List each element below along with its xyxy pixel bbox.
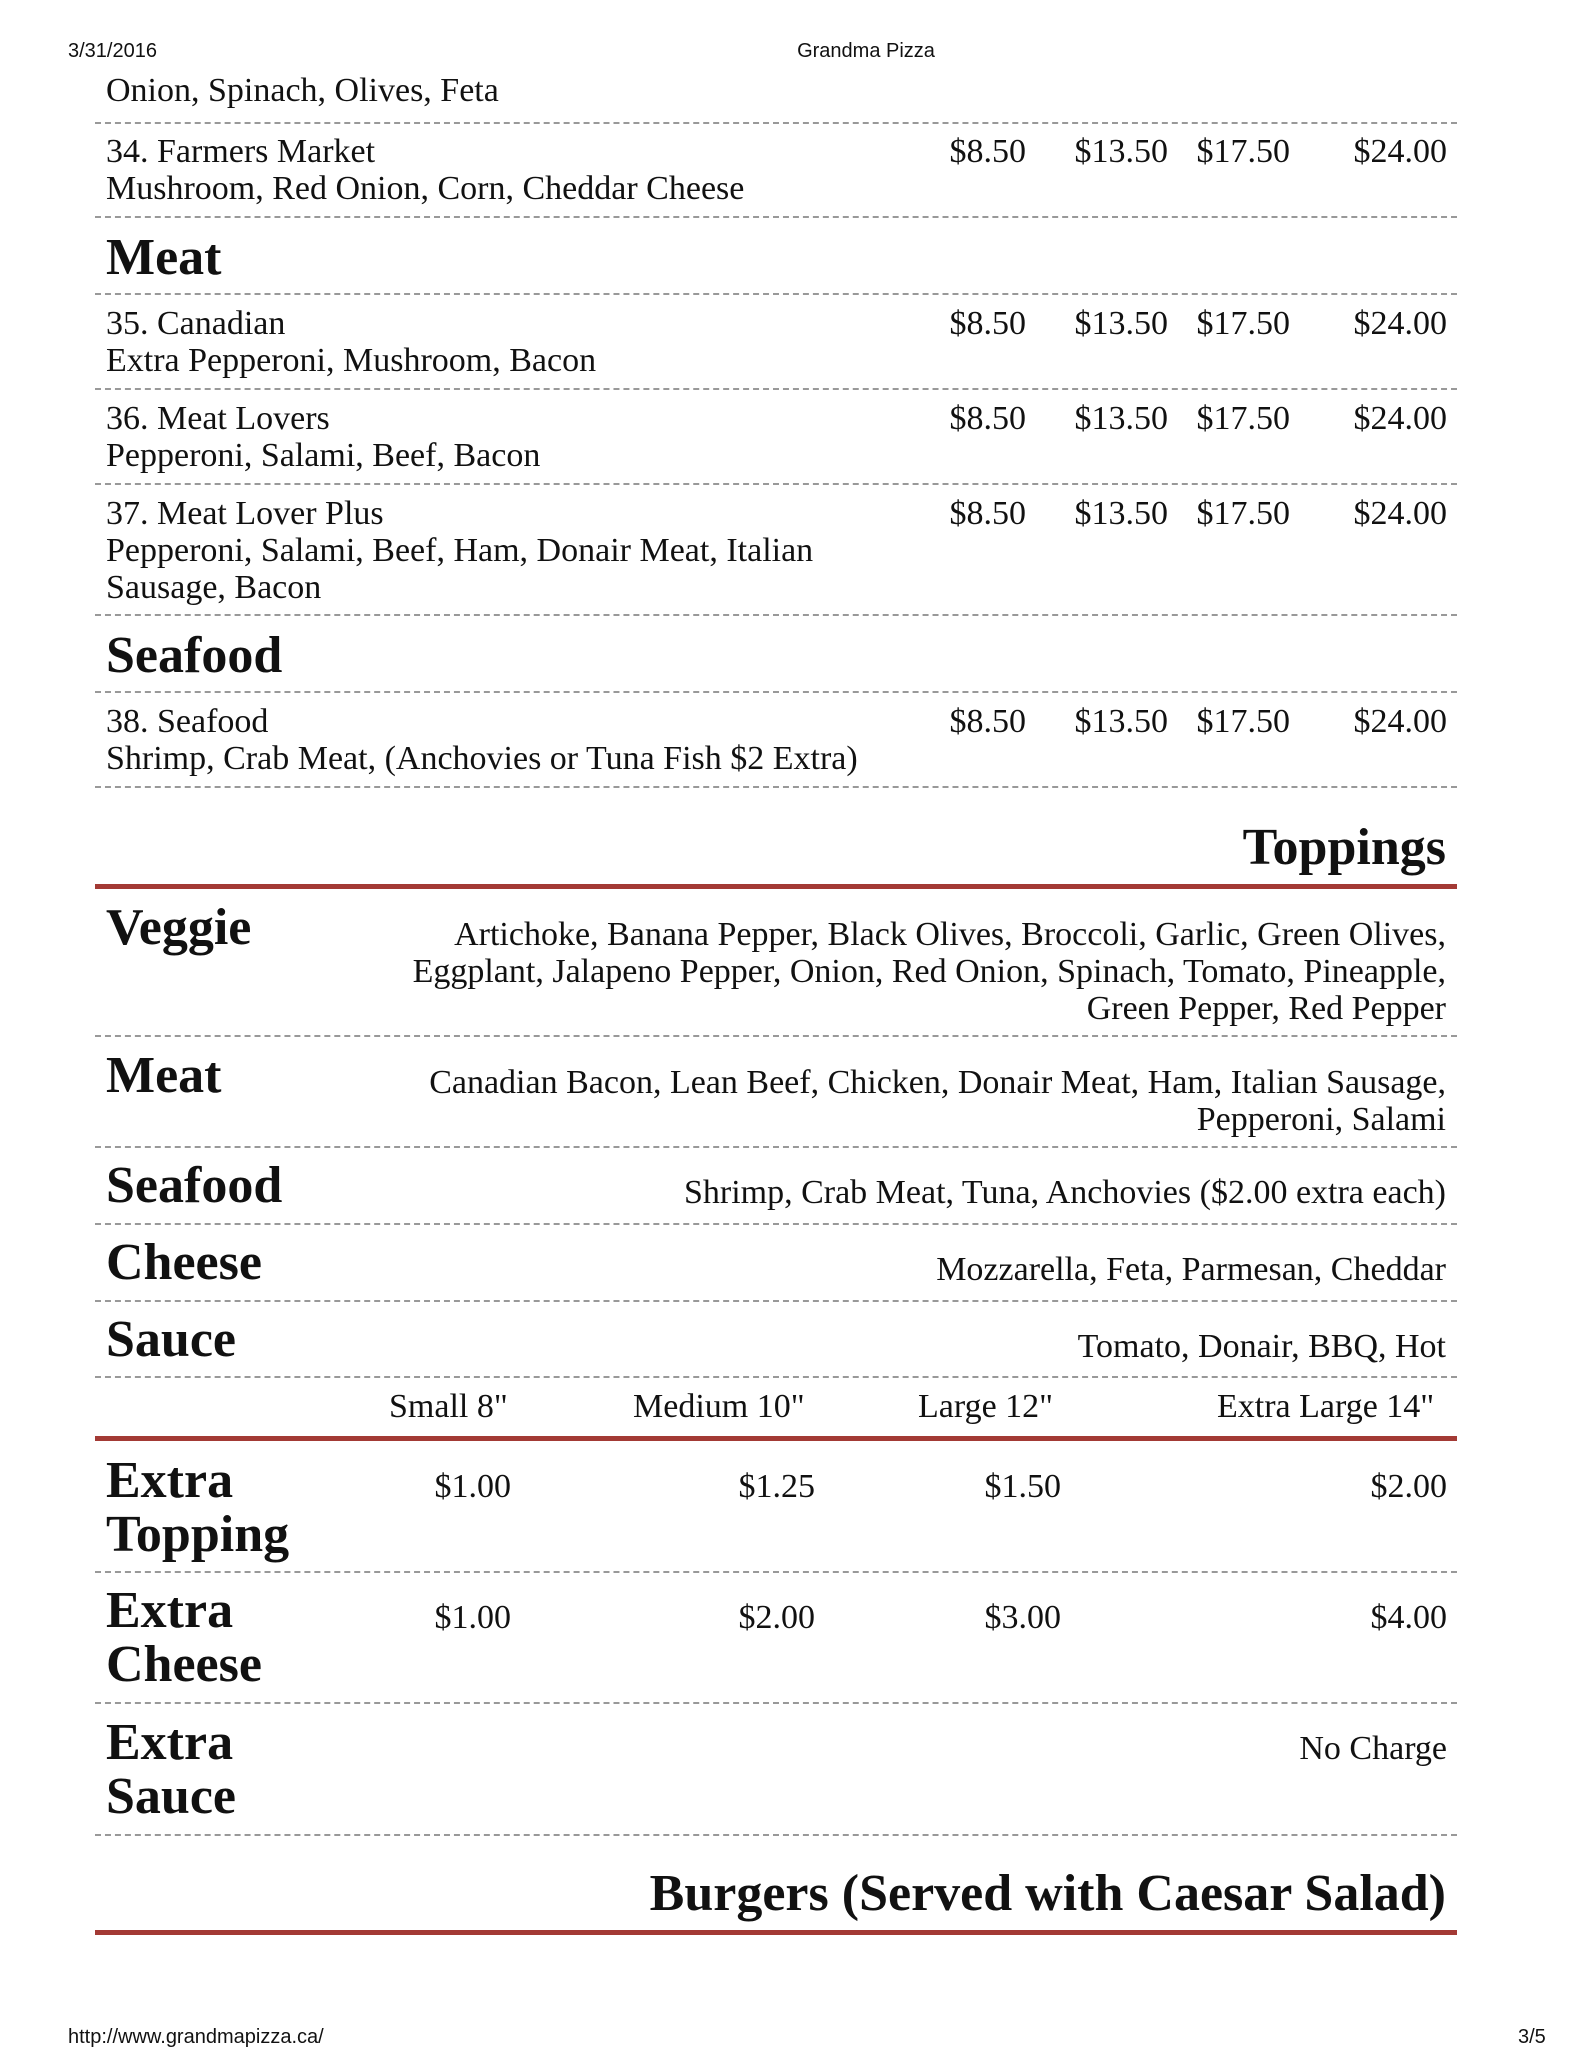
topping-list: Eggplant, Jalapeno Pepper, Onion, Red Onion, Spinach, Tomato, Pineapple, <box>412 953 1446 990</box>
menu-item-name: 37. Meat Lover Plus <box>106 495 384 532</box>
extra-price-small: $1.00 <box>434 1468 511 1505</box>
price-small: $8.50 <box>949 305 1026 342</box>
size-header-medium: Medium 10" <box>633 1388 805 1425</box>
divider <box>95 1702 1457 1704</box>
price-small: $8.50 <box>949 400 1026 437</box>
price-large: $17.50 <box>1196 133 1290 170</box>
topping-list: Green Pepper, Red Pepper <box>1086 990 1446 1027</box>
topping-category-cheese: Cheese <box>106 1234 262 1291</box>
price-medium: $13.50 <box>1074 400 1168 437</box>
menu-item-name: 36. Meat Lovers <box>106 400 330 437</box>
extra-sauce-label: Sauce <box>106 1768 236 1825</box>
extra-sauce-label: Extra <box>106 1714 234 1771</box>
menu-item-description: Mushroom, Red Onion, Corn, Cheddar Cheese <box>106 170 745 207</box>
size-header-extra-large: Extra Large 14" <box>1217 1388 1435 1425</box>
divider <box>95 483 1457 485</box>
topping-list: Artichoke, Banana Pepper, Black Olives, Broccoli, Garlic, Green Olives, <box>454 916 1446 953</box>
extra-price-extra-large: $4.00 <box>1370 1599 1447 1636</box>
section-heading-seafood: Seafood <box>106 627 283 684</box>
divider <box>95 1300 1457 1302</box>
menu-item-name: 35. Canadian <box>106 305 286 342</box>
topping-list: Canadian Bacon, Lean Beef, Chicken, Donair Meat, Ham, Italian Sausage, <box>429 1064 1446 1101</box>
red-rule <box>95 1930 1457 1935</box>
menu-item-description: Extra Pepperoni, Mushroom, Bacon <box>106 342 597 379</box>
extra-price-large: $3.00 <box>984 1599 1061 1636</box>
divider <box>95 1035 1457 1037</box>
divider <box>95 614 1457 616</box>
menu-item-description: Sausage, Bacon <box>106 569 322 606</box>
price-large: $17.50 <box>1196 400 1290 437</box>
size-header-large: Large 12" <box>918 1388 1054 1425</box>
extra-price-large: $1.50 <box>984 1468 1061 1505</box>
divider <box>95 1571 1457 1573</box>
continued-description: Onion, Spinach, Olives, Feta <box>106 72 499 109</box>
toppings-heading: Toppings <box>1242 819 1446 876</box>
divider <box>95 122 1457 124</box>
divider <box>95 293 1457 295</box>
divider <box>95 786 1457 788</box>
divider <box>95 1376 1457 1378</box>
price-extra-large: $24.00 <box>1353 400 1447 437</box>
price-extra-large: $24.00 <box>1353 495 1447 532</box>
topping-list: Tomato, Donair, BBQ, Hot <box>1077 1328 1446 1365</box>
divider <box>95 216 1457 218</box>
size-header-small: Small 8" <box>389 1388 508 1425</box>
price-large: $17.50 <box>1196 495 1290 532</box>
price-medium: $13.50 <box>1074 703 1168 740</box>
divider <box>95 1834 1457 1836</box>
divider <box>95 1223 1457 1225</box>
price-small: $8.50 <box>949 495 1026 532</box>
topping-category-veggie: Veggie <box>106 899 252 956</box>
price-small: $8.50 <box>949 133 1026 170</box>
extra-topping-label: Extra <box>106 1452 234 1509</box>
menu-item-description: Pepperoni, Salami, Beef, Bacon <box>106 437 541 474</box>
page-title: Grandma Pizza <box>797 40 935 62</box>
footer-url[interactable]: http://www.grandmapizza.ca/ <box>68 2026 324 2048</box>
topping-category-seafood: Seafood <box>106 1157 283 1214</box>
price-medium: $13.50 <box>1074 495 1168 532</box>
menu-item-description: Shrimp, Crab Meat, (Anchovies or Tuna Fish $2 Extra) <box>106 740 858 777</box>
extra-price-medium: $1.25 <box>738 1468 815 1505</box>
price-large: $17.50 <box>1196 305 1290 342</box>
burgers-heading: Burgers (Served with Caesar Salad) <box>649 1865 1446 1922</box>
price-extra-large: $24.00 <box>1353 133 1447 170</box>
red-rule <box>95 1436 1457 1441</box>
extra-price-medium: $2.00 <box>738 1599 815 1636</box>
price-extra-large: $24.00 <box>1353 305 1447 342</box>
extra-cheese-label: Extra <box>106 1582 234 1639</box>
topping-list: Mozzarella, Feta, Parmesan, Cheddar <box>936 1251 1446 1288</box>
menu-item-description: Pepperoni, Salami, Beef, Ham, Donair Meat, Italian <box>106 532 814 569</box>
menu-item-name: 34. Farmers Market <box>106 133 376 170</box>
extra-cheese-label: Cheese <box>106 1636 262 1693</box>
print-date: 3/31/2016 <box>68 40 157 62</box>
extra-sauce-value: No Charge <box>1299 1730 1447 1767</box>
extra-topping-label: Topping <box>106 1506 290 1563</box>
price-large: $17.50 <box>1196 703 1290 740</box>
extra-price-small: $1.00 <box>434 1599 511 1636</box>
red-rule <box>95 884 1457 889</box>
topping-list: Pepperoni, Salami <box>1196 1101 1446 1138</box>
topping-category-sauce: Sauce <box>106 1311 236 1368</box>
menu-item-name: 38. Seafood <box>106 703 269 740</box>
extra-price-extra-large: $2.00 <box>1370 1468 1447 1505</box>
price-small: $8.50 <box>949 703 1026 740</box>
price-medium: $13.50 <box>1074 133 1168 170</box>
topping-category-meat: Meat <box>106 1047 222 1104</box>
price-medium: $13.50 <box>1074 305 1168 342</box>
section-heading-meat: Meat <box>106 229 222 286</box>
divider <box>95 691 1457 693</box>
price-extra-large: $24.00 <box>1353 703 1447 740</box>
page-number: 3/5 <box>1518 2026 1546 2048</box>
divider <box>95 388 1457 390</box>
divider <box>95 1146 1457 1148</box>
topping-list: Shrimp, Crab Meat, Tuna, Anchovies ($2.00 extra each) <box>683 1174 1446 1211</box>
